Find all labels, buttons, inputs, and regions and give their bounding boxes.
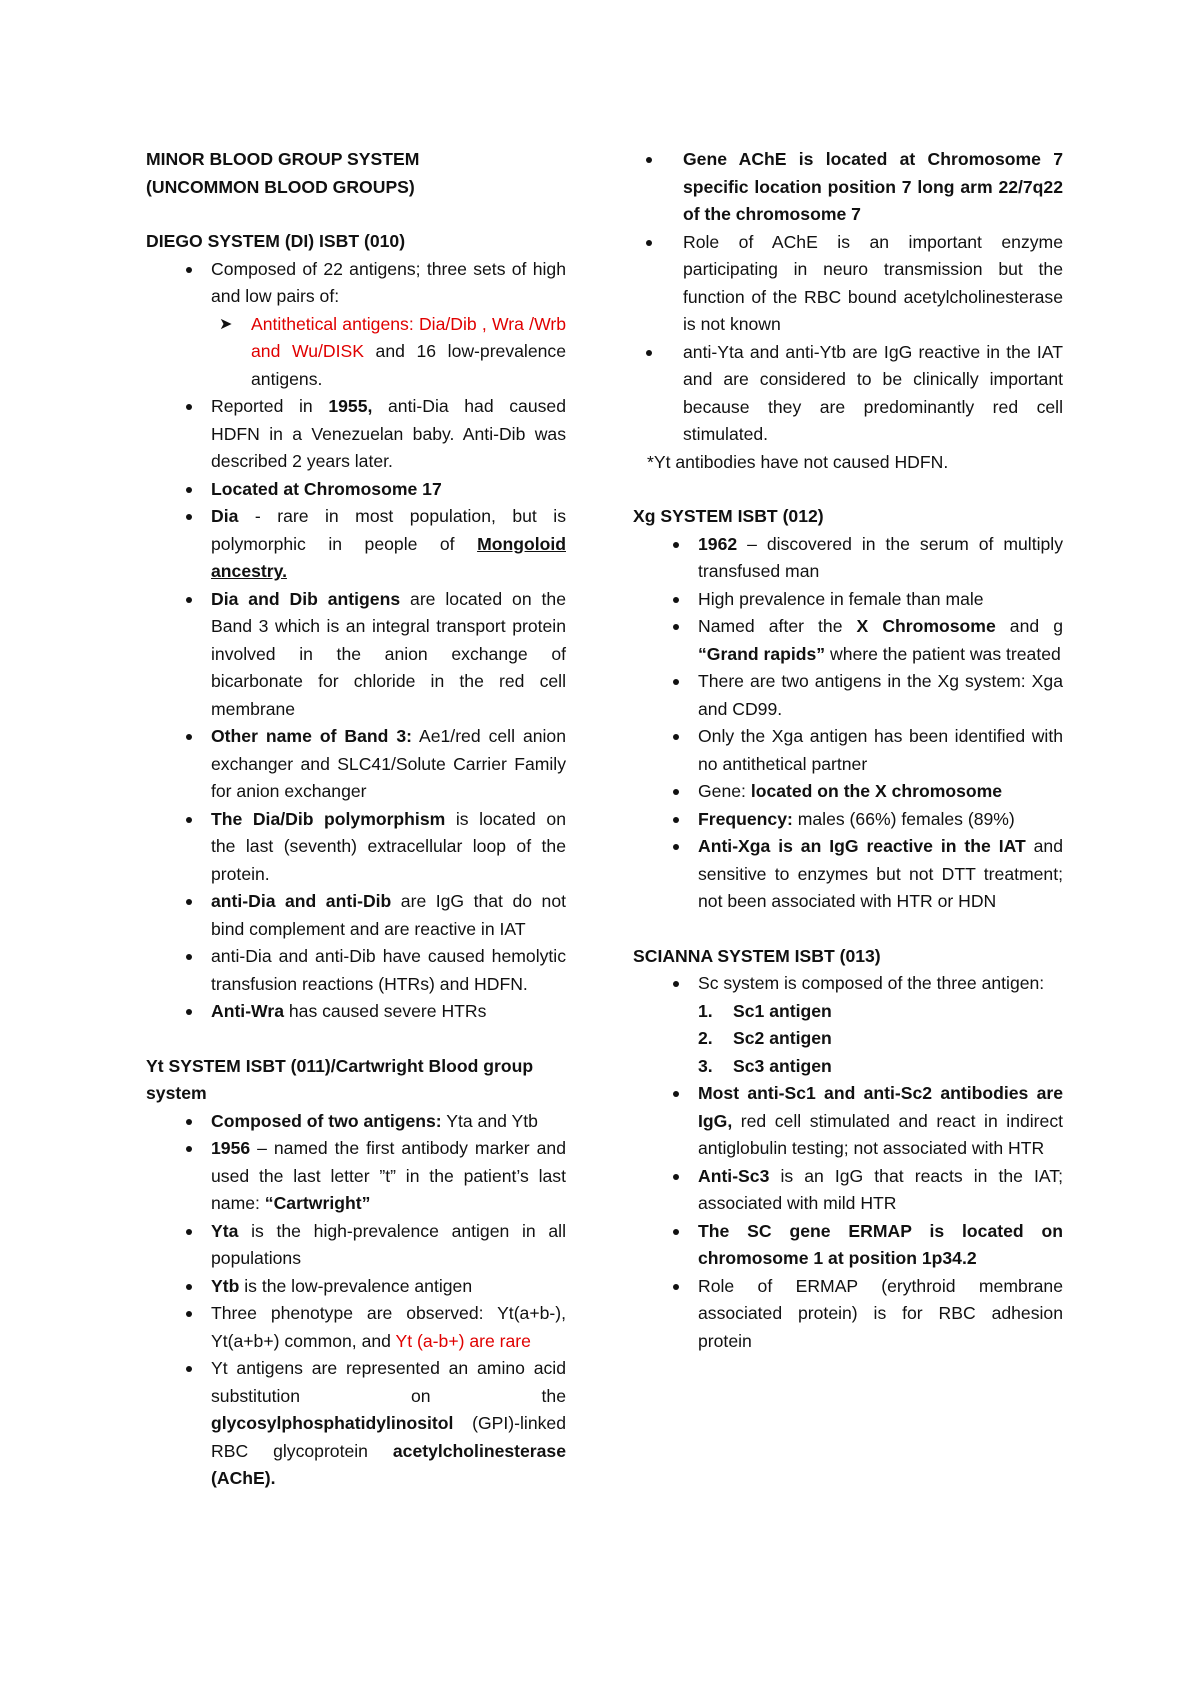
numbered-item: 1. Sc1 antigen bbox=[698, 1000, 832, 1021]
list-item: Anti-Sc3 is an IgG that reacts in the IAT; associated with mild HTR bbox=[633, 1163, 1063, 1218]
scianna-heading: SCIANNA SYSTEM ISBT (013) bbox=[633, 945, 881, 966]
list-item: Anti-Xga is an IgG reactive in the IAT and sensitive to enzymes but not DTT treatment; not been associated with HTR or HDN bbox=[633, 833, 1063, 916]
list-item: Located at Chromosome 17 bbox=[146, 476, 566, 504]
sub-item: ➤ Antithetical antigens: Dia/Dib , Wra /Wrb and Wu/DISK and 16 low-prevalence antigens. bbox=[211, 311, 566, 394]
list-item: Composed of two antigens: Yta and Ytb bbox=[146, 1108, 566, 1136]
diego-list bbox=[146, 256, 566, 1026]
list-item: 1956 – named the first antibody marker and used the last letter ”t” in the patient’s last name: “Cartwright” bbox=[146, 1135, 566, 1218]
list-item: The SC gene ERMAP is located on chromosome 1 at position 1p34.2 bbox=[633, 1218, 1063, 1273]
numbered-item: 2. Sc2 antigen bbox=[698, 1028, 832, 1048]
list-item: There are two antigens in the Xg system: Xga and CD99. bbox=[633, 668, 1063, 723]
list-item: Frequency: males (66%) females (89%) bbox=[633, 806, 1063, 834]
antigen-numbered-list bbox=[698, 998, 1063, 1081]
yt-continued-list bbox=[633, 146, 1063, 449]
list-item: 1962 – discovered in the serum of multiply transfused man bbox=[633, 531, 1063, 586]
xg-heading: Xg SYSTEM ISBT (012) bbox=[633, 506, 824, 526]
list-item: Sc system is composed of the three antigen: 1. Sc1 antigen 2. Sc2 antigen 3. Sc3 antigen bbox=[633, 970, 1063, 1080]
list-item: anti-Dia and anti-Dib are IgG that do not bind complement and are reactive in IAT bbox=[146, 888, 566, 943]
list-item: Named after the X Chromosome and g “Grand rapids” where the patient was treated bbox=[633, 613, 1063, 668]
list-item: Role of AChE is an important enzyme participating in neuro transmission but the function of the RBC bound acetylcholinesterase is not known bbox=[633, 229, 1063, 339]
list-item: Reported in 1955, anti-Dia had caused HDFN in a Venezuelan baby. Anti-Dib was described 2 years later. bbox=[146, 393, 566, 476]
left-column bbox=[146, 146, 566, 1493]
list-item: Only the Xga antigen has been identified with no antithetical partner bbox=[633, 723, 1063, 778]
numbered-item: 3. Sc3 antigen bbox=[698, 1055, 832, 1076]
yt-note: *Yt antibodies have not caused HDFN. bbox=[647, 451, 949, 472]
list-item: anti-Dia and anti-Dib have caused hemolytic transfusion reactions (HTRs) and HDFN. bbox=[146, 943, 566, 998]
list-item: Yt antigens are represented an amino acid substitution on the glycosylphosphatidylinositol (GPI)-linked RBC glycoprotein acetylcholinesterase (AChE). bbox=[146, 1355, 566, 1493]
list-item: Most anti-Sc1 and anti-Sc2 antibodies are IgG, red cell stimulated and react in indirect antiglobulin testing; not associated with HTR bbox=[633, 1080, 1063, 1163]
doc-title: MINOR BLOOD GROUP SYSTEM bbox=[146, 149, 420, 169]
yt-list bbox=[146, 1108, 566, 1493]
xg-list bbox=[633, 531, 1063, 916]
list-item: Anti-Wra has caused severe HTRs bbox=[146, 998, 566, 1026]
list-item: Gene AChE is located at Chromosome 7 specific location position 7 long arm 22/7q22 of the chromosome 7 bbox=[633, 146, 1063, 229]
list-item: The Dia/Dib polymorphism is located on the last (seventh) extracellular loop of the protein. bbox=[146, 806, 566, 889]
list-item: Ytb is the low-prevalence antigen bbox=[146, 1273, 566, 1301]
list-item: Dia and Dib antigens are located on the Band 3 which is an integral transport protein involved in the anion exchange of bicarbonate for chloride in the red cell membrane bbox=[146, 586, 566, 724]
yt-heading: Yt SYSTEM ISBT (011)/Cartwright Blood group system bbox=[146, 1055, 534, 1103]
list-item: Yta is the high-prevalence antigen in all populations bbox=[146, 1218, 566, 1273]
list-item: High prevalence in female than male bbox=[633, 586, 1063, 614]
list-item: anti-Yta and anti-Ytb are IgG reactive in the IAT and are considered to be clinically important because they are predominantly red cell stimulated. bbox=[633, 339, 1063, 449]
diego-heading: DIEGO SYSTEM (DI) ISBT (010) bbox=[146, 231, 406, 251]
list-item: Composed of 22 antigens; three sets of high and low pairs of: ➤ Antithetical antigens: Dia/Dib , Wra /Wrb and Wu/DISK and 16 low-prevalence antigens. bbox=[146, 256, 566, 394]
list-item: Gene: located on the X chromosome bbox=[633, 778, 1063, 806]
list-item: Role of ERMAP (erythroid membrane associated protein) is for RBC adhesion protein bbox=[633, 1273, 1063, 1356]
scianna-list bbox=[633, 970, 1063, 1355]
right-column bbox=[633, 146, 1063, 1355]
list-item: Other name of Band 3: Ae1/red cell anion exchanger and SLC41/Solute Carrier Family for anion exchanger bbox=[146, 723, 566, 806]
arrow-bullet-icon: ➤ bbox=[219, 315, 233, 333]
list-item: Dia - rare in most population, but is polymorphic in people of Mongoloid ancestry. bbox=[146, 503, 566, 586]
doc-subtitle: (UNCOMMON BLOOD GROUPS) bbox=[146, 176, 415, 197]
list-item: Three phenotype are observed: Yt(a+b-), Yt(a+b+) common, and Yt (a-b+) are rare bbox=[146, 1300, 566, 1355]
